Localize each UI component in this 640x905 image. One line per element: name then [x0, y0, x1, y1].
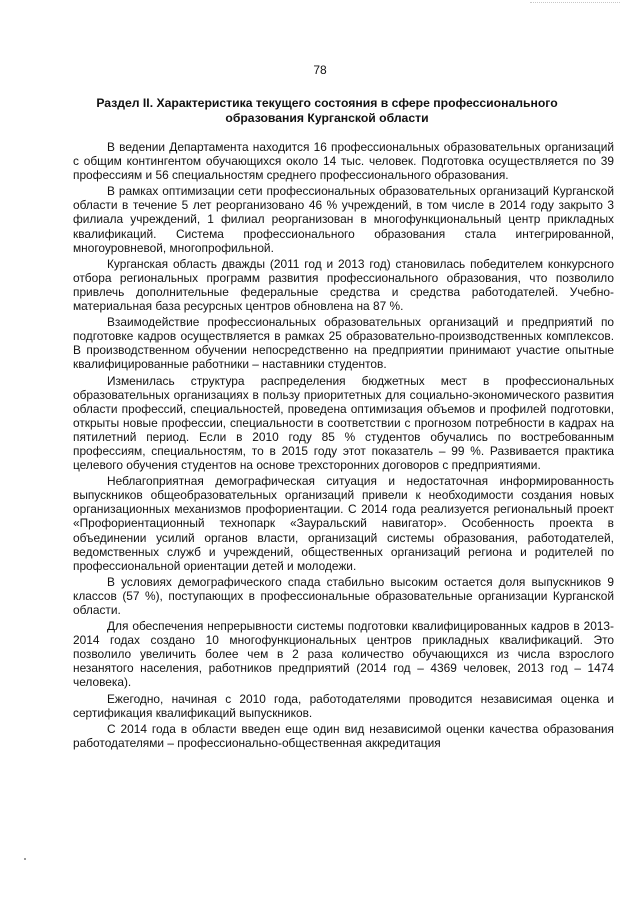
section-heading: Раздел II. Характеристика текущего состояния в сфере профессионального образования Курганской области — [96, 96, 558, 125]
scan-artifact — [24, 858, 26, 860]
paragraph: Курганская область дважды (2011 год и 2013 год) становилась победителем конкурсного отбора региональных программ развития профессионального образования, что позволило привлечь дополнительные федеральные средства и средства работодателей. Учебно-материальная база ресурсных центров обновлена на 87 %. — [73, 256, 614, 314]
scan-artifact — [530, 2, 620, 6]
paragraph: В условиях демографического спада стабильно высоким остается доля выпускников 9 классов (57 %), поступающих в профессиональные образовательные организации Курганской области. — [73, 574, 614, 617]
paragraph: Взаимодействие профессиональных образовательных организаций и предприятий по подготовке кадров осуществляется в рамках 25 образовательно-производственных комплексов. В производственном обучении непосредственно на предприятии принимают участие опытные квалифицированные работники – наставники студентов. — [73, 315, 614, 372]
paragraph: Ежегодно, начиная с 2010 года, работодателями проводится независимая оценка и сертификация квалификаций выпускников. — [73, 691, 614, 720]
paragraph: Изменилась структура распределения бюджетных мест в профессиональных образовательных организациях в пользу приоритетных для социально-экономического развития области профессий, специальностей, проведена оптимизация объемов и профилей подготовки, открыты новые профессии, специальности в соответствии с прогнозом потребности в кадрах на пятилетний период. Если в 2010 году 85 % студентов обучались по востребованным профессиям, специальностям, то в 2015 году этот показатель – 99 %. Развивается практика целевого обучения студентов на основе трехсторонних договоров с предприятиями. — [73, 373, 614, 473]
document-body — [73, 140, 614, 750]
paragraph: В ведении Департамента находится 16 профессиональных образовательных организаций с общим контингентом обучающихся около 14 тыс. человек. Подготовка осуществляется по 39 профессиям и 56 специальностям среднего профессионального образования. — [73, 140, 614, 183]
paragraph: Неблагоприятная демографическая ситуация и недостаточная информированность выпускников общеобразовательных организаций привели к необходимости создания новых организационных механизмов профориентации. С 2014 года реализуется региональный проект «Профориентационный технопарк «Зауральский навигатор». Особенность проекта в объединении усилий органов власти, организаций системы образования, работодателей, ведомственных служб и учреждений, общественных организаций региона и родителей по профессиональной ориентации детей и молодежи. — [73, 474, 614, 573]
page-number: 78 — [313, 63, 327, 77]
paragraph: С 2014 года в области введен еще один вид независимой оценки качества образования работодателями – профессионально-общественная аккредитация — [73, 721, 614, 750]
paragraph: Для обеспечения непрерывности системы подготовки квалифицированных кадров в 2013-2014 годах создано 10 многофункциональных центров прикладных квалификаций. Это позволило увеличить более чем в 2 раза количество обучающихся из числа взрослого незанятого населения, работников предприятий (2014 год – 4369 человек, 2013 год – 1474 человека). — [73, 619, 614, 690]
paragraph: В рамках оптимизации сети профессиональных образовательных организаций Курганской области в течение 5 лет реорганизовано 46 % учреждений, в том числе в 2014 году закрыто 3 филиала учреждений, 1 филиал реорганизован в многофункциональный центр прикладных квалификаций. Система профессионального образования стала интегрированной, многоуровневой, многопрофильной. — [73, 184, 614, 255]
